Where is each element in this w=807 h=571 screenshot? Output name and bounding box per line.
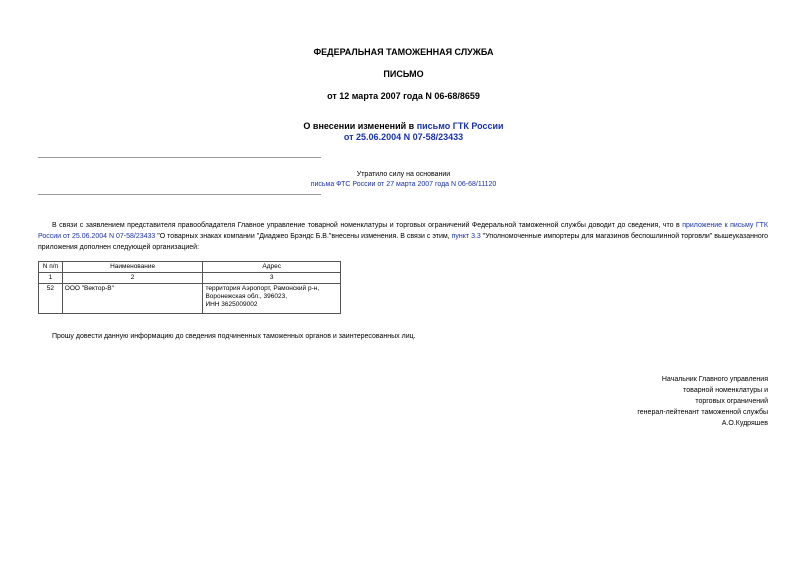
signer-position-line: Начальник Главного управления: [661, 376, 768, 383]
invalidity-note: [0, 170, 807, 190]
row-address: [203, 284, 341, 314]
body-text-1: В связи с заявлением представителя правообладателя Главное управление товарной номенклатуры и торговых ограничений Федеральной таможенной службы доводит до сведения, что в: [52, 222, 683, 229]
header-address: Адрес: [203, 262, 341, 273]
signer-position-line: товарной номенклатуры и: [683, 387, 768, 394]
signer-rank: генерал-лейтенант таможенной службы: [637, 409, 768, 416]
signer-name: А.О.Кудряшев: [721, 420, 768, 427]
header-number: N п/п: [39, 262, 63, 273]
address-line: Воронежская обл., 396023,: [205, 293, 288, 300]
header-name: Наименование: [62, 262, 203, 273]
invalidity-text: Утратило силу на основании: [356, 171, 451, 178]
address-line: территория Аэропорт, Рамонский р-н,: [205, 285, 320, 292]
document-type: ПИСЬМО: [383, 69, 424, 79]
body-text-3: "Уполномоченные импортеры для магазинов беспошлинной торговли" вышеуказанного приложения дополнен следующей организацией:: [38, 233, 769, 251]
table-row: [39, 284, 341, 314]
colnum-1: 1: [39, 273, 63, 284]
body-text-2: "О товарных знаках компании "Диаджео Брэндс Б.В."внесены изменения. В связи с этим,: [155, 233, 452, 240]
table-colnum-row: [39, 273, 341, 284]
address-line: ИНН 3625009002: [205, 301, 258, 308]
signer-position-line: торговых ограничений: [695, 398, 768, 405]
invalidity-link[interactable]: письма ФТС России от 27 марта 2007 года N 06-68/11120: [310, 181, 497, 188]
subject-link-letter[interactable]: письмо ГТК России: [416, 121, 504, 131]
row-number: 52: [39, 284, 63, 314]
divider-top: [38, 157, 321, 158]
signature-block: [518, 374, 768, 429]
colnum-2: 2: [62, 273, 203, 284]
organizations-table: [38, 261, 341, 314]
issuing-authority: ФЕДЕРАЛЬНАЯ ТАМОЖЕННАЯ СЛУЖБА: [313, 47, 494, 57]
closing-request: Прошу довести данную информацию до сведения подчиненных таможенных органов и заинтересованных лиц.: [52, 333, 416, 340]
colnum-3: 3: [203, 273, 341, 284]
table-header-row: [39, 262, 341, 273]
subject-prefix: О внесении изменений в: [303, 121, 417, 131]
body-link-appendix[interactable]: приложение к письму ГТК России от 25.06.2004 N 07-58/23433: [38, 222, 768, 240]
body-paragraph: [38, 220, 768, 253]
document-date-number: от 12 марта 2007 года N 06-68/8659: [327, 91, 480, 101]
document-subject: [0, 121, 807, 143]
subject-link-date[interactable]: от 25.06.2004 N 07-58/23433: [343, 132, 464, 142]
body-link-clause[interactable]: пункт 3.3: [451, 233, 481, 240]
divider-bottom: [38, 194, 321, 195]
row-name: ООО "Вектор-В": [62, 284, 203, 314]
